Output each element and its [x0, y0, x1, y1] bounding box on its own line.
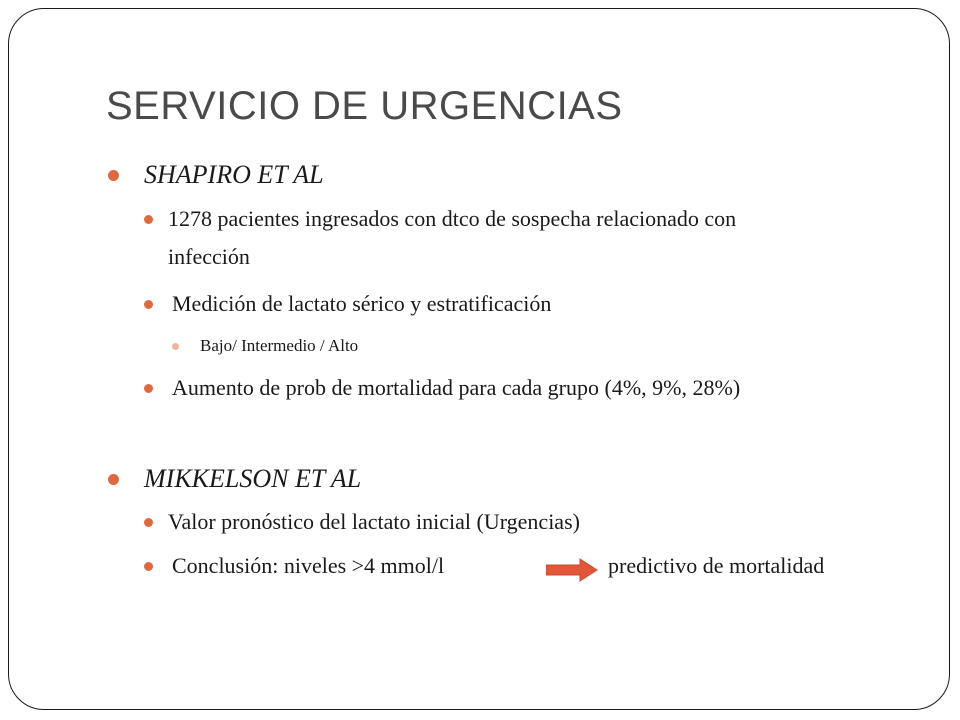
bullet-icon [144, 562, 153, 571]
bullet-icon [144, 384, 153, 393]
list-item-valor-pronostico: Valor pronóstico del lactato inicial (Urgencias) [168, 509, 580, 534]
bullet-icon [144, 300, 153, 309]
slide-title: SERVICIO DE URGENCIAS [106, 84, 623, 128]
right-arrow-icon [546, 558, 598, 582]
list-item-pacientes-line2: infección [168, 244, 250, 269]
section-heading-mikkelson: MIKKELSON ET AL [144, 464, 362, 493]
bullet-icon [144, 215, 153, 224]
list-item-conclusion: Conclusión: niveles >4 mmol/l [172, 553, 445, 578]
list-item-pacientes-line1: 1278 pacientes ingresados con dtco de sospecha relacionado con [168, 206, 737, 231]
bullet-icon [108, 170, 119, 181]
subbullet-icon [172, 343, 179, 350]
bullet-icon [144, 518, 153, 527]
list-item-estratos: Bajo/ Intermedio / Alto [200, 336, 359, 355]
section-heading-shapiro: SHAPIRO ET AL [144, 160, 324, 189]
list-item-medicion: Medición de lactato sérico y estratificación [172, 291, 552, 316]
list-item-conclusion-result: predictivo de mortalidad [608, 553, 825, 578]
bullet-icon [108, 474, 119, 485]
list-item-mortalidad: Aumento de prob de mortalidad para cada grupo (4%, 9%, 28%) [172, 375, 741, 400]
